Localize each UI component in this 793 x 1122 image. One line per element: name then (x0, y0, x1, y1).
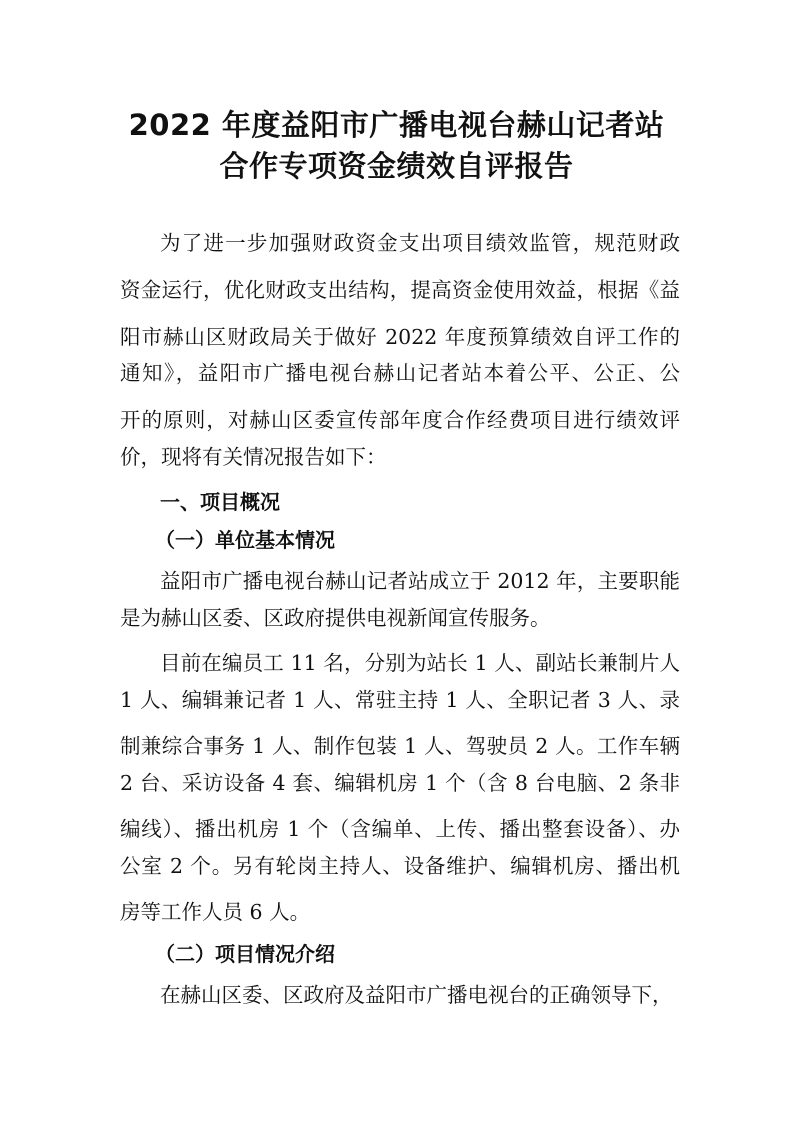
paragraph-line: 在赫山区委、区政府及益阳市广播电视台的正确领导下， (160, 983, 673, 1007)
intro-line: 通知》，益阳市广播电视台赫山记者站本着公平、公正、公 (120, 361, 680, 385)
document-title-line-1: 2022 年度益阳市广播电视台赫山记者站 (128, 108, 665, 142)
paragraph-line: 2 台、采访设备 4 套、编辑机房 1 个（含 8 台电脑、2 条非 (120, 771, 680, 795)
subsection-heading-unit-basics: （一）单位基本情况 (155, 528, 335, 552)
paragraph-line: 1 人、编辑兼记者 1 人、常驻主持 1 人、全职记者 3 人、录 (120, 688, 680, 712)
intro-line: 为了进一步加强财政资金支出项目绩效监管，规范财政 (160, 231, 680, 255)
paragraph-line: 房等工作人员 6 人。 (120, 900, 311, 924)
subsection-heading-project-intro: （二）项目情况介绍 (155, 942, 335, 966)
paragraph-line: 公室 2 个。另有轮岗主持人、设备维护、编辑机房、播出机 (120, 854, 680, 878)
intro-line: 阳市赫山区财政局关于做好 2022 年度预算绩效自评工作的 (120, 325, 680, 349)
paragraph-line: 编线）、播出机房 1 个（含编单、上传、播出整套设备）、办 (120, 817, 680, 841)
intro-line: 价，现将有关情况报告如下： (120, 445, 387, 469)
paragraph-line: 目前在编员工 11 名，分别为站长 1 人、副站长兼制片人 (160, 651, 680, 675)
section-heading-project-overview: 一、项目概况 (160, 490, 280, 514)
paragraph-line: 是为赫山区委、区政府提供电视新闻宣传服务。 (120, 606, 551, 630)
paragraph-line: 益阳市广播电视台赫山记者站成立于 2012 年，主要职能 (160, 569, 680, 593)
paragraph-line: 制兼综合事务 1 人、制作包装 1 人、驾驶员 2 人。工作车辆 (120, 734, 680, 758)
document-title-line-2: 合作专项资金绩效自评报告 (219, 149, 574, 183)
intro-line: 开的原则，对赫山区委宣传部年度合作经费项目进行绩效评 (120, 408, 680, 432)
intro-line: 资金运行，优化财政支出结构，提高资金使用效益，根据《益 (120, 278, 680, 302)
